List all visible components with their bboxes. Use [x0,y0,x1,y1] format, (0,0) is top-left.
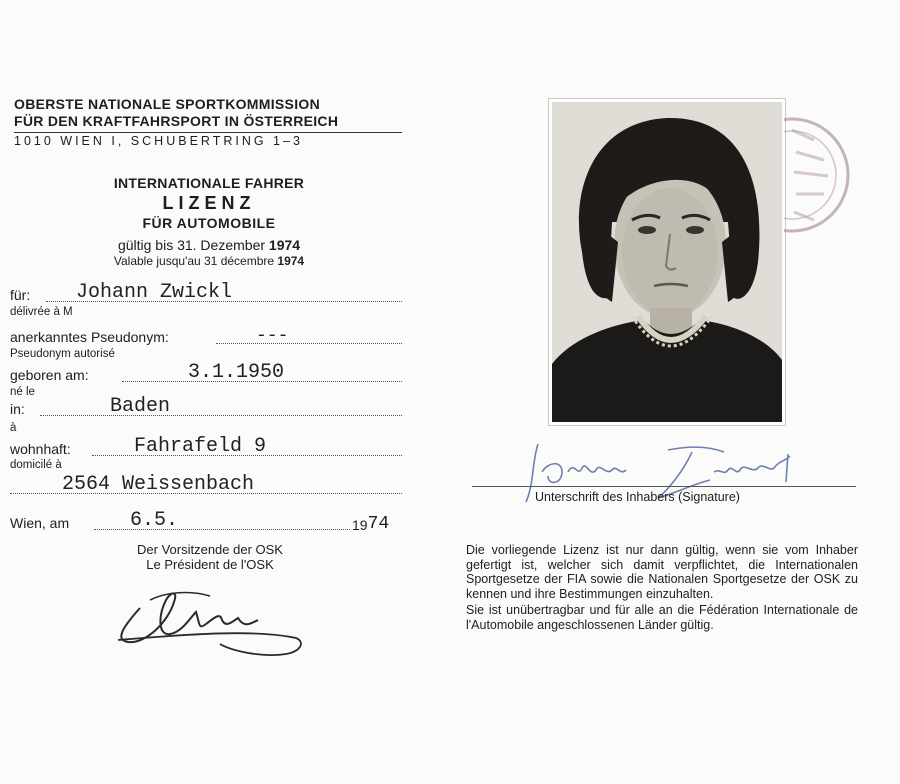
birthdate-label: geboren am: [10,367,89,383]
pseudonym-sublabel: Pseudonym autorisé [10,348,115,360]
field-residence [10,435,402,460]
signature-line [472,486,856,487]
validity-fr [14,254,404,268]
field-issue-date [10,509,350,534]
license-title [14,174,404,268]
pseudonym-dotted-line [216,343,402,344]
issue-year-prefix: 19 [352,517,368,533]
title-line3: FÜR AUTOMOBILE [142,215,276,231]
issue-year-suffix: 74 [367,514,390,534]
residence-street-value: Fahrafeld 9 [134,435,267,458]
birthplace-label: in: [10,401,25,417]
title-line1: INTERNATIONALE FAHRER [113,175,305,191]
birthdate-value: 3.1.1950 [188,361,285,384]
holder-name-value: Johann Zwickl [76,281,233,304]
holder-portrait-photo [552,102,782,422]
president-caption-fr: Le Président de l'OSK [146,557,274,572]
holder-photo-frame [548,98,786,426]
field-pseudonym [10,326,402,348]
license-terms [466,543,858,633]
validity-fr-year: 1974 [277,254,305,268]
issue-year [352,516,389,536]
president-caption-de: Der Vorsitzende der OSK [137,542,283,557]
residence-sublabel: domicilé à [10,459,62,471]
birthplace-value: Baden [110,395,171,418]
holder-label: für: [10,287,31,303]
title-line2: LIZENZ [162,193,256,213]
validity-de [14,236,404,254]
issuer-header [14,96,406,149]
issue-place-label: Wien, am [10,515,70,531]
holder-signature [518,432,818,518]
residence-town-value: 2564 Weissenbach [62,473,255,496]
validity-fr-text: Valable jusqu'au 31 décembre [113,254,275,268]
pseudonym-label: anerkanntes Pseudonym: [10,329,169,345]
issuer-name-line1: OBERSTE NATIONALE SPORTKOMMISSION [14,96,320,112]
pseudonym-value: --- [256,326,289,346]
president-signature [110,578,310,660]
issue-date-value: 6.5. [130,509,179,532]
holder-sublabel: délivrée à M [10,306,73,318]
field-holder [10,281,402,306]
issuer-address: 1010 WIEN I, SCHUBERTRING 1–3 [14,134,303,148]
field-birthplace [10,395,402,420]
terms-paragraph-2: Sie ist unübertragbar und für alle an die Fédération Internationale de l'Automobile angeschlossenen Länder gültig. [466,603,858,632]
signature-caption: Unterschrift des Inhabers (Signature) [535,490,740,504]
birthdate-sublabel: né le [10,386,35,398]
birthplace-sublabel: à [10,422,17,434]
terms-paragraph-1: Die vorliegende Lizenz ist nur dann gültig, wenn sie vom Inhaber gefertigt ist, welcher sich damit verpflichtet, die Internationalen Sportgesetze der FIA sowie die Nationalen Sportgesetze der OSK zu kennen und ihre Bestimmungen einzuhalten. [466,543,858,601]
birthplace-dotted-line [40,415,402,416]
residence-label: wohnhaft: [10,441,71,457]
validity-de-year: 1974 [268,237,301,253]
field-birthdate [10,361,402,386]
issuer-name-line2: FÜR DEN KRAFTFAHRSPORT IN ÖSTERREICH [14,113,339,129]
validity-de-text: gültig bis 31. Dezember [117,237,266,253]
president-caption [60,542,360,572]
official-stamp [784,110,854,240]
field-residence-town [10,473,402,498]
